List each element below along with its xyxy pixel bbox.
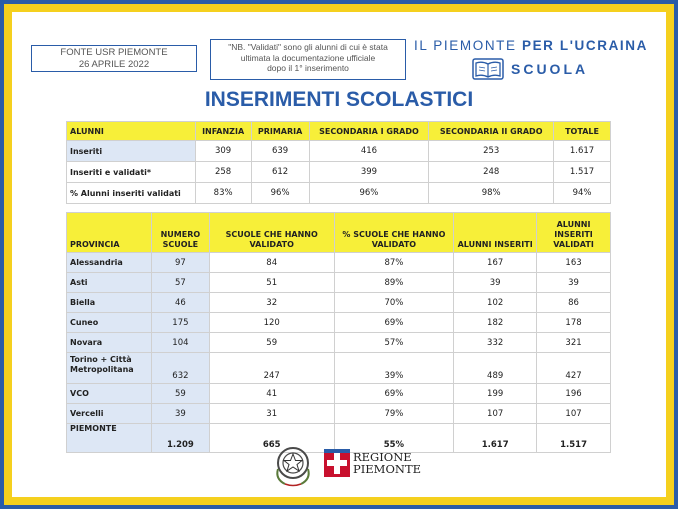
table-cell: 86 [537, 293, 611, 313]
table-cell: 665 [209, 424, 334, 453]
table-cell: 79% [334, 404, 454, 424]
table-row [67, 162, 611, 183]
table-cell: 639 [251, 141, 309, 162]
table-cell: 87% [334, 253, 454, 273]
row-label: Inseriti e validati* [67, 162, 196, 183]
table-cell: 247 [209, 353, 334, 384]
table-cell: 83% [195, 183, 251, 204]
table-cell: 70% [334, 293, 454, 313]
italian-republic-emblem-icon [273, 443, 313, 487]
regione-line-2: PIEMONTE [353, 462, 422, 476]
regione-piemonte-flag-icon [324, 449, 350, 477]
table-cell: 32 [209, 293, 334, 313]
source-line-1: FONTE USR PIEMONTE [60, 47, 168, 58]
table-cell: 1.517 [537, 424, 611, 453]
table-row [67, 404, 611, 424]
students-by-level-table [66, 121, 611, 204]
column-header: INFANZIA [195, 122, 251, 141]
table-cell: 69% [334, 384, 454, 404]
row-label: Cuneo [67, 313, 152, 333]
column-header: NUMERO SCUOLE [151, 213, 209, 253]
table-cell: 199 [454, 384, 537, 404]
table-cell: 39 [151, 404, 209, 424]
source-line-2: 26 APRILE 2022 [78, 59, 150, 70]
table-cell: 107 [537, 404, 611, 424]
table-cell: 94% [554, 183, 611, 204]
table-cell: 632 [151, 353, 209, 384]
row-label: Vercelli [67, 404, 152, 424]
table-row [67, 333, 611, 353]
column-header: TOTALE [554, 122, 611, 141]
column-header: PROVINCIA [67, 213, 152, 253]
table-cell: 163 [537, 253, 611, 273]
table-cell: 104 [151, 333, 209, 353]
column-header: SECONDARIA II GRADO [429, 122, 554, 141]
table-cell: 1.517 [554, 162, 611, 183]
column-header: SCUOLE CHE HANNO VALIDATO [209, 213, 334, 253]
table-cell: 39 [537, 273, 611, 293]
column-header: ALUNNI [67, 122, 196, 141]
campaign-logo-sub [472, 56, 588, 82]
table-row [67, 141, 611, 162]
table-cell: 178 [537, 313, 611, 333]
table-row [67, 253, 611, 273]
table-cell: 1.617 [454, 424, 537, 453]
table-cell: 57 [151, 273, 209, 293]
table-cell: 416 [309, 141, 429, 162]
logo-scuola: SCUOLA [511, 61, 589, 77]
row-label: VCO [67, 384, 152, 404]
table-cell: 69% [334, 313, 454, 333]
column-header: ALUNNI INSERITI VALIDATI [537, 213, 611, 253]
table-cell: 89% [334, 273, 454, 293]
regione-text [353, 451, 421, 475]
table-row [67, 353, 611, 384]
table-cell: 258 [195, 162, 251, 183]
table-cell: 46 [151, 293, 209, 313]
table-cell: 167 [454, 253, 537, 273]
table-cell: 39% [334, 353, 454, 384]
table-cell: 59 [151, 384, 209, 404]
campaign-logo-title [414, 38, 648, 53]
table-cell: 196 [537, 384, 611, 404]
row-label: % Alunni inseriti validati [67, 183, 196, 204]
table-cell: 489 [454, 353, 537, 384]
row-label: Inseriti [67, 141, 196, 162]
row-label: Novara [67, 333, 152, 353]
table-cell: 84 [209, 253, 334, 273]
table-cell: 399 [309, 162, 429, 183]
table-cell: 332 [454, 333, 537, 353]
table-cell: 31 [209, 404, 334, 424]
logo-prefix: IL PIEMONTE [414, 38, 522, 53]
table-row [67, 313, 611, 333]
table-row [67, 384, 611, 404]
table-row [67, 293, 611, 313]
table-cell: 120 [209, 313, 334, 333]
table-row [67, 183, 611, 204]
row-label: Alessandria [67, 253, 152, 273]
note-line-2: ultimata la documentazione ufficiale [240, 52, 376, 63]
row-label: Asti [67, 273, 152, 293]
note-line-3: dopo il 1° inserimento [267, 63, 349, 73]
table-cell: 96% [251, 183, 309, 204]
source-box [31, 45, 197, 72]
table-cell: 98% [429, 183, 554, 204]
table-cell: 1.209 [151, 424, 209, 453]
table-row [67, 273, 611, 293]
table-header-row [67, 213, 611, 253]
table-cell: 175 [151, 313, 209, 333]
table-header-row [67, 122, 611, 141]
column-header: SECONDARIA I GRADO [309, 122, 429, 141]
table-cell: 39 [454, 273, 537, 293]
table-cell: 102 [454, 293, 537, 313]
page-title: INSERIMENTI SCOLASTICI [204, 88, 474, 111]
table-cell: 41 [209, 384, 334, 404]
provinces-table [66, 212, 611, 453]
table-cell: 182 [454, 313, 537, 333]
table-cell: 612 [251, 162, 309, 183]
table-cell: 107 [454, 404, 537, 424]
table-cell: 248 [429, 162, 554, 183]
logo-bold: PER L'UCRAINA [521, 38, 648, 53]
table-cell: 253 [429, 141, 554, 162]
note-line-1: "NB. "Validati" sono gli alunni di cui è stata [228, 42, 388, 52]
column-header: % SCUOLE CHE HANNO VALIDATO [334, 213, 454, 253]
table-cell: 321 [537, 333, 611, 353]
table-cell: 55% [334, 424, 454, 453]
row-label: Biella [67, 293, 152, 313]
regione-piemonte-logo [324, 449, 421, 477]
column-header: PRIMARIA [251, 122, 309, 141]
table-cell: 57% [334, 333, 454, 353]
table-cell: 1.617 [554, 141, 611, 162]
row-label: Torino + Città Metropolitana [67, 353, 152, 384]
table-cell: 309 [195, 141, 251, 162]
table-cell: 97 [151, 253, 209, 273]
table-cell: 51 [209, 273, 334, 293]
column-header: ALUNNI INSERITI [454, 213, 537, 253]
note-box [210, 39, 406, 80]
table-cell: 96% [309, 183, 429, 204]
regione-line-1: REGIONE [353, 450, 412, 464]
table-cell: 427 [537, 353, 611, 384]
row-label: PIEMONTE [67, 424, 152, 453]
book-icon [472, 58, 504, 80]
table-cell: 59 [209, 333, 334, 353]
